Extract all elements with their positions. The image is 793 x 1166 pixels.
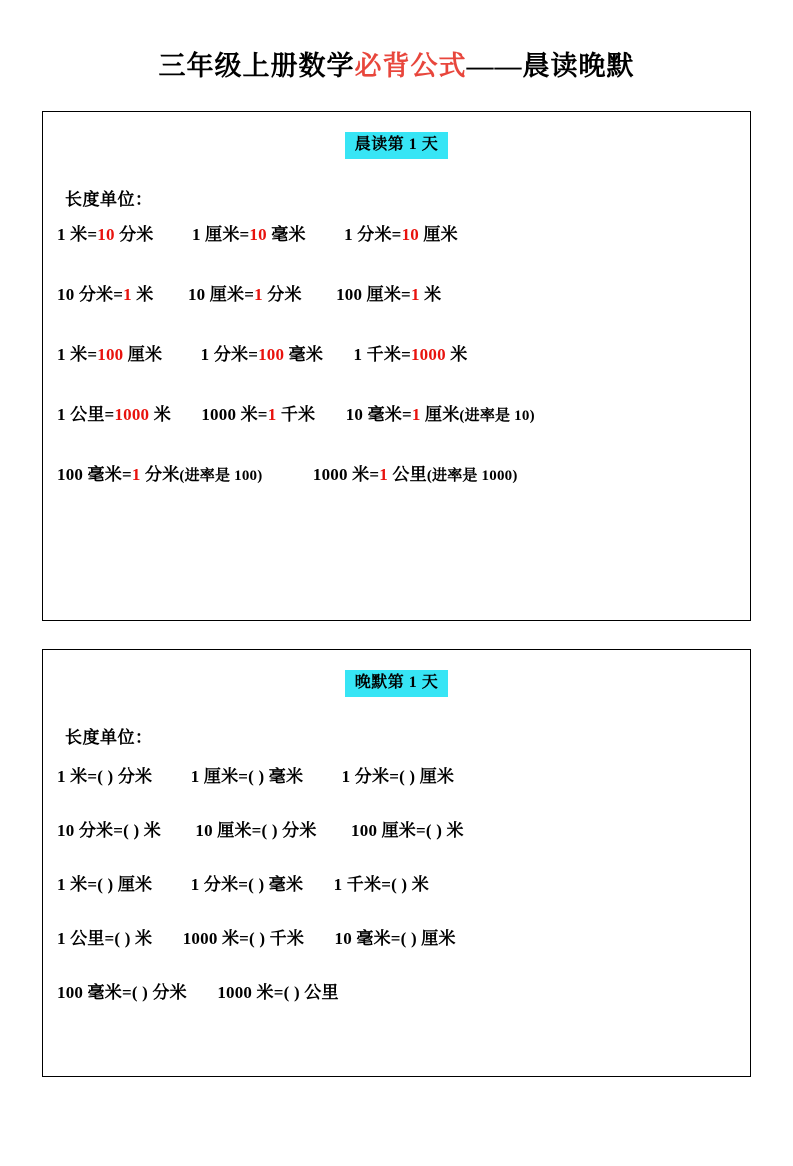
formula-pre: 1 厘米= bbox=[191, 225, 250, 244]
formula-post: 米 bbox=[445, 345, 468, 364]
formula-value: 1 bbox=[123, 285, 132, 304]
formula-post: 分米 bbox=[140, 465, 180, 484]
formula-value: 1000 bbox=[114, 405, 150, 424]
formula-item bbox=[192, 220, 306, 245]
formula-value: 1 bbox=[267, 405, 277, 424]
formula-value: 1 bbox=[254, 285, 263, 304]
blank-formula-item[interactable]: 10 毫米=( ) 厘米 bbox=[334, 929, 456, 948]
formula-post: 毫米 bbox=[266, 225, 306, 244]
evening-section-label: 长度单位： bbox=[65, 728, 153, 747]
table-row bbox=[43, 762, 750, 787]
formula-value: 100 bbox=[258, 345, 285, 364]
formula-pre: 1000 米= bbox=[201, 405, 268, 424]
table-row bbox=[43, 816, 750, 841]
page-title-part1: 三年级上册数学 bbox=[158, 51, 355, 81]
blank-formula-item[interactable]: 100 厘米=( ) 米 bbox=[351, 821, 464, 840]
formula-pre: 1 米= bbox=[57, 225, 98, 244]
page-title-highlight: 必背公式 bbox=[354, 51, 467, 81]
formula-item bbox=[344, 220, 458, 245]
formula-pre: 10 毫米= bbox=[345, 405, 412, 424]
formula-post: 厘米 bbox=[123, 345, 163, 364]
page-title-part2: ——晨读晚默 bbox=[466, 51, 635, 81]
morning-banner: 晨读第 1 天 bbox=[345, 132, 449, 159]
formula-pre: 1 米= bbox=[57, 345, 98, 364]
formula-value: 10 bbox=[401, 225, 419, 244]
blank-formula-item[interactable]: 1000 米=( ) 公里 bbox=[217, 983, 339, 1002]
blank-formula-item[interactable]: 100 毫米=( ) 分米 bbox=[57, 983, 187, 1002]
morning-section-label: 长度单位： bbox=[65, 190, 153, 209]
table-row bbox=[43, 460, 750, 485]
table-row bbox=[43, 978, 750, 1003]
formula-post: 米 bbox=[419, 285, 442, 304]
blank-formula-item[interactable]: 1 千米=( ) 米 bbox=[333, 875, 429, 894]
formula-item bbox=[57, 220, 154, 245]
formula-pre: 1 千米= bbox=[353, 345, 411, 364]
formula-value: 1000 bbox=[410, 345, 446, 364]
evening-rows bbox=[43, 762, 750, 1003]
formula-post: 公里 bbox=[387, 465, 427, 484]
morning-rows bbox=[43, 220, 750, 485]
blank-formula-item[interactable]: 1 分米=( ) 厘米 bbox=[341, 767, 455, 786]
banner-row bbox=[43, 132, 750, 159]
table-row bbox=[43, 280, 750, 305]
formula-value: 10 bbox=[249, 225, 267, 244]
formula-item bbox=[336, 280, 441, 305]
formula-post: 分米 bbox=[262, 285, 302, 304]
formula-post: 千米 bbox=[276, 405, 316, 424]
formula-item bbox=[57, 400, 171, 425]
table-row bbox=[43, 220, 750, 245]
formula-item bbox=[201, 400, 315, 425]
formula-post: 米 bbox=[149, 405, 171, 424]
formula-post: 分米 bbox=[114, 225, 154, 244]
blank-formula-item[interactable]: 1 分米=( ) 毫米 bbox=[190, 875, 304, 894]
blank-formula-item[interactable]: 1000 米=( ) 千米 bbox=[182, 929, 305, 948]
blank-formula-item[interactable]: 1 米=( ) 分米 bbox=[57, 767, 153, 786]
formula-post: 厘米 bbox=[418, 225, 458, 244]
document-page bbox=[0, 44, 793, 1166]
formula-pre: 10 厘米= bbox=[187, 285, 255, 304]
formula-item bbox=[57, 340, 162, 365]
table-row bbox=[43, 340, 750, 365]
formula-value: 10 bbox=[97, 225, 115, 244]
formula-value: 1 bbox=[410, 285, 420, 304]
evening-dictation-panel bbox=[42, 649, 751, 1077]
formula-note: (进率是 1000) bbox=[426, 468, 518, 484]
morning-reading-panel bbox=[42, 111, 751, 621]
formula-pre: 1 公里= bbox=[57, 405, 115, 424]
blank-formula-item[interactable]: 1 公里=( ) 米 bbox=[57, 929, 153, 948]
formula-value: 100 bbox=[97, 345, 124, 364]
formula-post: 厘米 bbox=[420, 405, 460, 424]
formula-pre: 100 毫米= bbox=[57, 465, 132, 484]
formula-pre: 100 厘米= bbox=[336, 285, 411, 304]
table-row bbox=[43, 870, 750, 895]
table-row bbox=[43, 924, 750, 949]
formula-item bbox=[346, 400, 535, 425]
formula-value: 1 bbox=[411, 405, 421, 424]
formula-pre: 1 分米= bbox=[200, 345, 259, 364]
blank-formula-item[interactable]: 10 分米=( ) 米 bbox=[57, 821, 161, 840]
formula-pre: 1000 米= bbox=[312, 465, 380, 484]
formula-item bbox=[201, 340, 323, 365]
blank-formula-item[interactable]: 1 厘米=( ) 毫米 bbox=[190, 767, 304, 786]
formula-item bbox=[57, 280, 154, 305]
formula-item bbox=[354, 340, 468, 365]
evening-banner: 晚默第 1 天 bbox=[345, 670, 449, 697]
table-row bbox=[43, 400, 750, 425]
blank-formula-item[interactable]: 1 米=( ) 厘米 bbox=[57, 875, 153, 894]
formula-pre: 1 分米= bbox=[344, 225, 402, 244]
formula-item bbox=[57, 460, 262, 485]
formula-item bbox=[188, 280, 302, 305]
formula-post: 米 bbox=[131, 285, 154, 304]
formula-value: 1 bbox=[131, 465, 141, 484]
banner-row bbox=[43, 670, 750, 697]
formula-item bbox=[313, 460, 518, 485]
page-title bbox=[42, 44, 751, 83]
formula-note: (进率是 100) bbox=[179, 468, 263, 484]
blank-formula-item[interactable]: 10 厘米=( ) 分米 bbox=[195, 821, 317, 840]
formula-post: 毫米 bbox=[284, 345, 324, 364]
formula-note: (进率是 10) bbox=[459, 408, 535, 424]
formula-value: 1 bbox=[379, 465, 388, 484]
formula-pre: 10 分米= bbox=[57, 285, 124, 304]
